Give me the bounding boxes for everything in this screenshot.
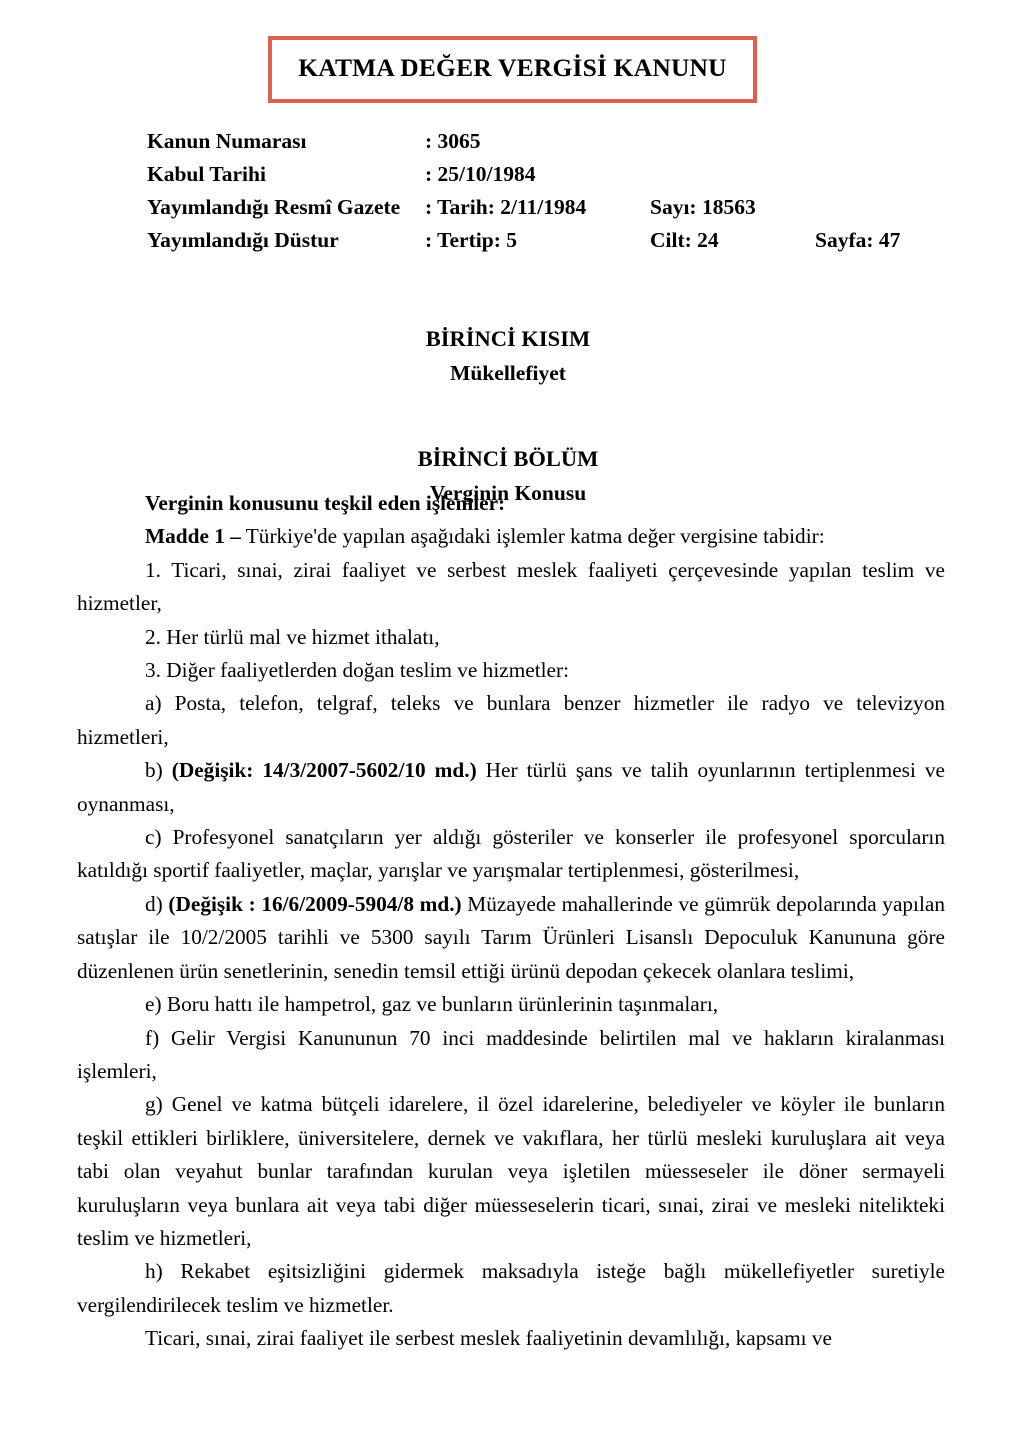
item-b-amendment-note: (Değişik: 14/3/2007-5602/10 md.) — [171, 758, 477, 783]
heading-spacer — [0, 390, 1016, 442]
item-d-amendment-note: (Değişik : 16/6/2009-5904/8 md.) — [168, 891, 462, 916]
article-item-2: 2. Her türlü mal ve hizmet ithalatı, — [145, 624, 440, 649]
article-item-g: g) Genel ve katma bütçeli idarelere, il özel idarelerine, belediyeler ve köyler ile bunların teşkil ettikleri birliklere, üniversitelere, dernek ve vakıflara, her türlü mesleki kuruluşlara ait veya tabi olan veyahut bunlar tarafından kurulan veya işletilen müesseseler ile döner sermayeli kuruluşların veya bunlara ait veya tabi diğer müesseselerin ticari, sınai, zirai ve mesleki nitelikteki teslim ve hizmetleri, — [77, 1092, 945, 1250]
item-b-text: Her türlü şans ve talih oyunlarının tertiplenmesi ve oynanması, — [77, 758, 945, 816]
metadata-row — [147, 191, 977, 224]
article-item-e: e) Boru hattı ile hampetrol, gaz ve bunların ürünlerinin taşınmaları, — [145, 992, 719, 1017]
madde-number-label: Madde 1 – — [145, 524, 241, 549]
section-headings — [0, 322, 1016, 510]
article-item-3: 3. Diğer faaliyetlerden doğan teslim ve hizmetler: — [145, 658, 570, 683]
item-b-letter: b) — [145, 758, 172, 783]
article-item-c: c) Profesyonel sanatçıların yer aldığı gösteriler ve konserler ile profesyonel sporcuların katıldığı sportif faaliyetler, maçlar, yarışlar ve yarışmalar tertiplenmesi, gösterilmesi, — [77, 825, 945, 883]
metadata-value: : Tarih: 2/11/1984 — [425, 195, 587, 219]
article-item-d — [77, 888, 945, 988]
metadata-extra-2: Sayfa: 47 — [815, 228, 901, 252]
article-item-f: f) Gelir Vergisi Kanununun 70 inci maddesinde belirtilen mal ve hakların kiralanması işlemleri, — [77, 1025, 945, 1083]
metadata-row — [147, 158, 977, 191]
metadata-label: Kanun Numarası — [147, 129, 307, 153]
law-title-box — [268, 36, 757, 103]
metadata-extra-1: Cilt: 24 — [650, 228, 719, 252]
metadata-value: : Tertip: 5 — [425, 228, 517, 252]
item-d-letter: d) — [145, 891, 169, 916]
article-item-h: h) Rekabet eşitsizliğini gidermek maksadıyla isteğe bağlı mükellefiyetler suretiyle vergilendirilecek teslim ve hizmetler. — [77, 1259, 945, 1317]
metadata-row — [147, 125, 977, 158]
article-item-b — [77, 754, 945, 821]
madde-intro-text: Türkiye'de yapılan aşağıdaki işlemler katma değer vergisine tabidir: — [240, 524, 825, 549]
article-madde-1 — [77, 520, 945, 553]
heading-kisim-subtitle: Mükellefiyet — [450, 361, 566, 385]
article-closing-line: Ticari, sınai, zirai faaliyet ile serbest meslek faaliyetinin devamlılığı, kapsamı ve — [145, 1326, 833, 1351]
title-box-container — [0, 36, 1025, 103]
metadata-row — [147, 224, 977, 257]
article-lead-line: Verginin konusunu teşkil eden işlemler: — [145, 491, 506, 515]
item-d-text: Müzayede mahallerinde ve gümrük depolarında yapılan satışlar ile 10/2/2005 tarihli ve 5300 sayılı Tarım Ürünleri Lisanslı Depoculuk Kanununa göre düzenlenen ürün senetlerinin, senedin temsil ettiği ürünü depodan çekecek olanlara teslimi, — [77, 891, 945, 983]
heading-bolum: BİRİNCİ BÖLÜM — [417, 446, 599, 471]
article-body — [77, 487, 945, 1356]
metadata-value: : 3065 — [425, 129, 481, 153]
metadata-label: Yayımlandığı Düstur — [147, 228, 339, 252]
article-item-a: a) Posta, telefon, telgraf, teleks ve bunlara benzer hizmetler ile radyo ve televizyon hizmetleri, — [77, 691, 945, 749]
metadata-label: Yayımlandığı Resmî Gazete — [147, 195, 401, 219]
law-metadata-block — [147, 125, 977, 257]
metadata-value: : 25/10/1984 — [425, 162, 536, 186]
article-item-1: 1. Ticari, sınai, zirai faaliyet ve serbest meslek faaliyeti çerçevesinde yapılan teslim ve hizmetler, — [77, 557, 945, 616]
heading-bolum-subtitle: Verginin Konusu — [429, 481, 587, 505]
page-title: KATMA DEĞER VERGİSİ KANUNU — [298, 53, 727, 82]
heading-kisim: BİRİNCİ KISIM — [425, 326, 591, 351]
metadata-extra-1: Sayı: 18563 — [650, 195, 756, 219]
metadata-label: Kabul Tarihi — [147, 162, 266, 186]
